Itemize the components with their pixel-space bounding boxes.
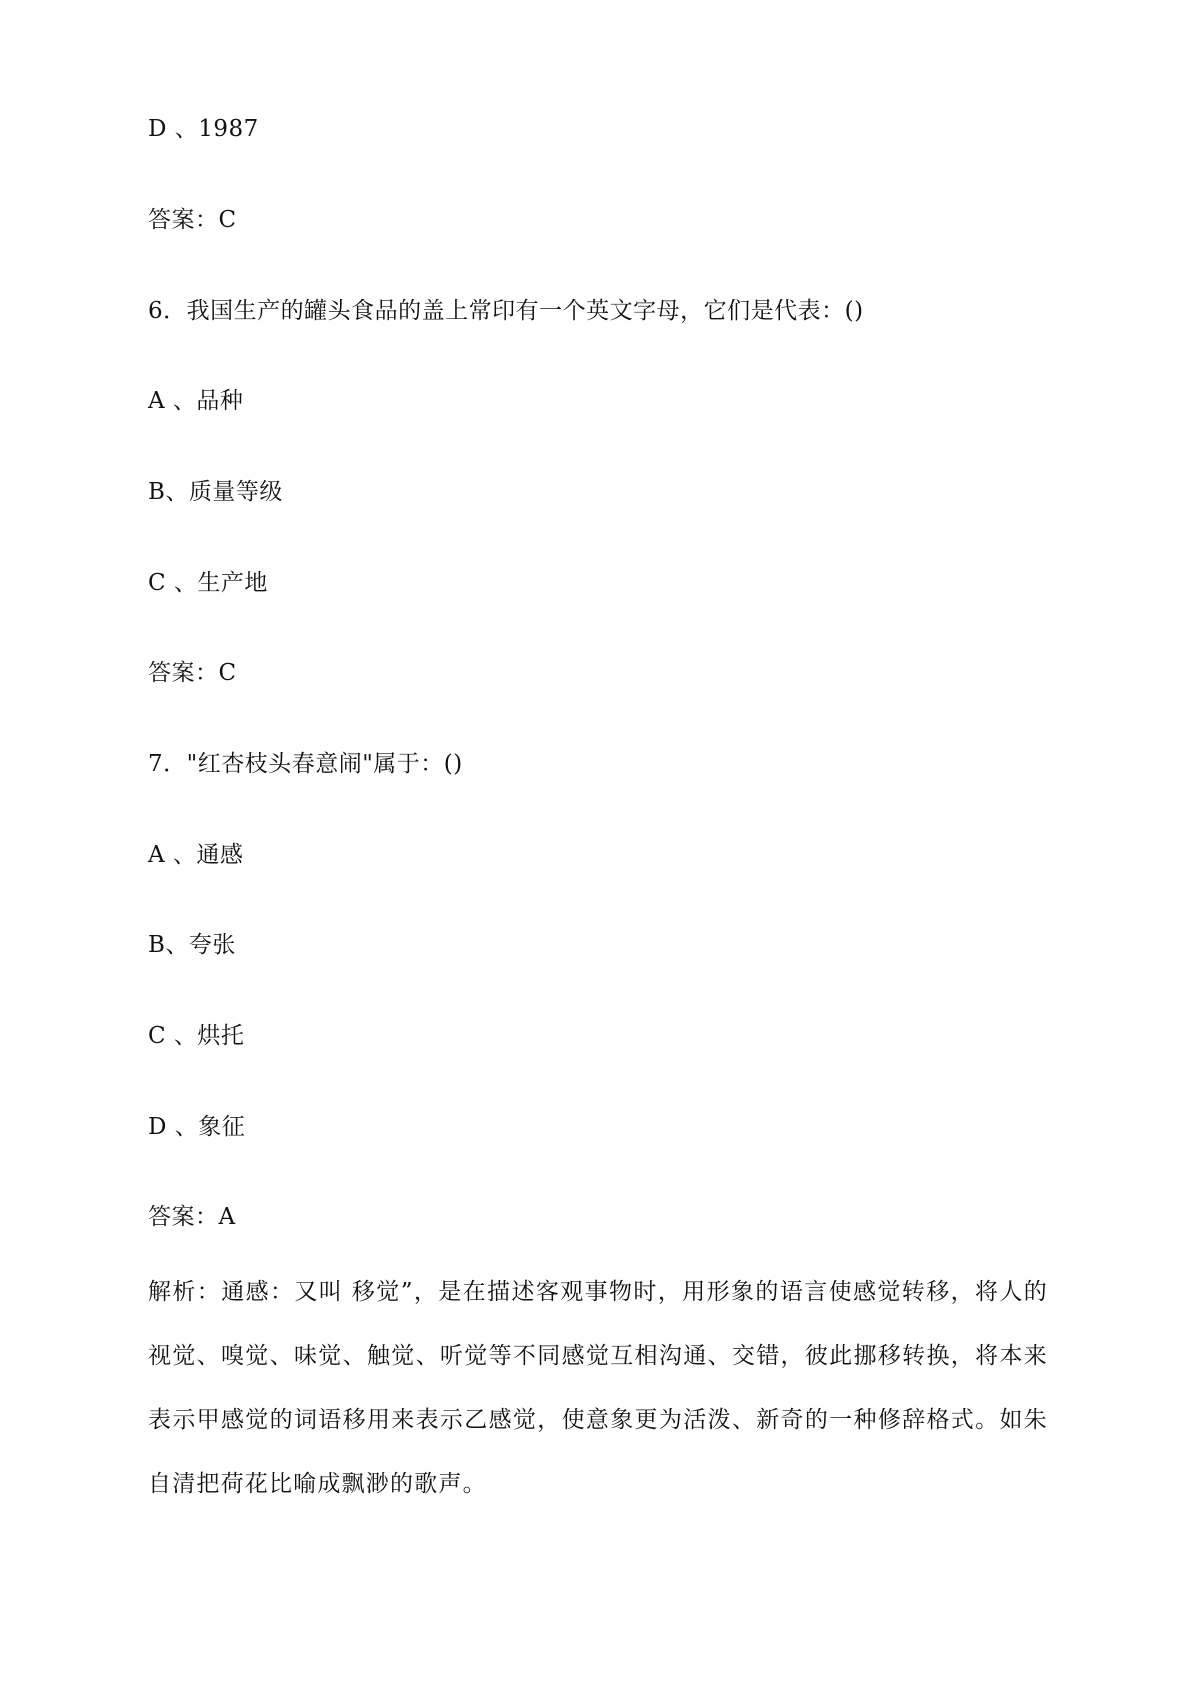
answer-q6: 答案：C: [148, 660, 237, 686]
option-d-q5: D 、1987: [148, 116, 259, 142]
question-6: 6．我国生产的罐头食品的盖上常印有一个英文字母，它们是代表：(): [148, 298, 864, 324]
option-a-q6: A 、品种: [148, 388, 244, 414]
explanation-paragraph: 解析：通感：又叫 移觉”，是在描述客观事物时，用形象的语言使感觉转移，将人的视觉、嗅觉、味觉、触觉、听觉等不同感觉互相沟通、交错，彼此挪移转换，将本来表示甲感觉的词语移用来表示乙感觉，使意象更为活泼、新奇的一种修辞格式。如朱自清把荷花比喻成飘渺的歌声。: [148, 1279, 1048, 1497]
option-c-q7: C 、烘托: [148, 1023, 245, 1049]
option-c-q6: C 、生产地: [148, 570, 268, 596]
question-7: 7．"红杏枝头春意闹"属于：(): [148, 751, 463, 777]
option-a-q7: A 、通感: [148, 842, 244, 868]
option-b-q6: B、质量等级: [148, 479, 283, 505]
option-b-q7: B、夸张: [148, 932, 236, 958]
option-d-q7: D 、象征: [148, 1114, 246, 1140]
answer-q7: 答案：A: [148, 1204, 236, 1230]
answer-q5: 答案：C: [148, 207, 237, 233]
